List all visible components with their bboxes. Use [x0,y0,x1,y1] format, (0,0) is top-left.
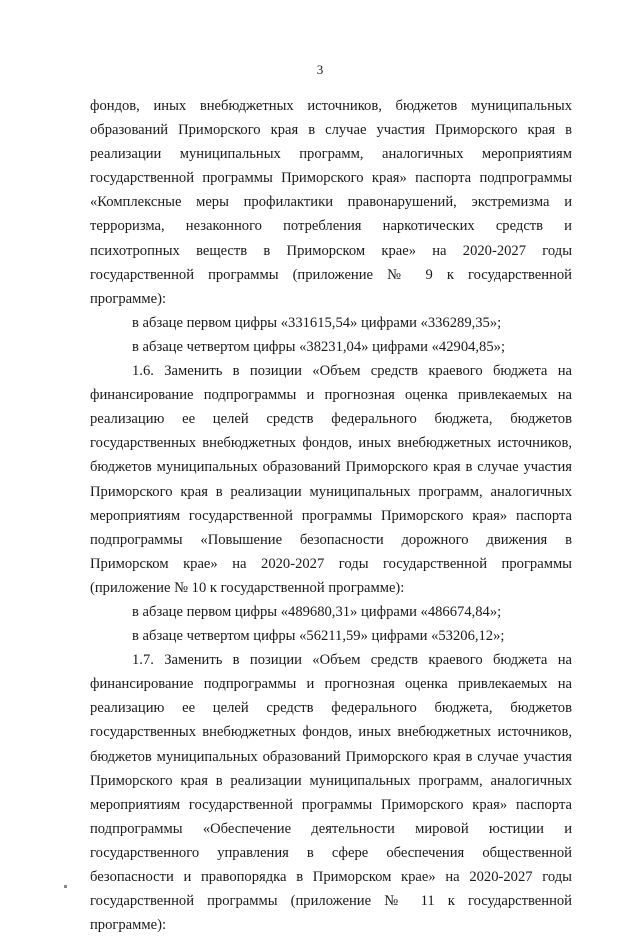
document-body [90,94,572,937]
paragraph-amendment-first-abzac: в абзаце первом цифры «331615,54» цифрами «336289,35»; [132,314,502,331]
paragraph-amendment-fourth-abzac: в абзаце четвертом цифры «38231,04» цифрами «42904,85»; [132,338,506,355]
scan-dot-mark [64,885,67,888]
paragraph-amendment-fourth-abzac-2: в абзаце четвертом цифры «56211,59» цифрами «53206,12»; [132,628,505,645]
paragraph-item-1-6: 1.6. Заменить в позиции «Объем средств краевого бюджета на финансирование подпрограммы и прогнозная оценка привлекаемых на реализацию ее целей средств федерального бюджета, бюджетов государственных внебюджетных фондов, иных внебюджетных источников, бюджетов муниципальных образований Приморского края в случае участия Приморского края в реализации муниципальных программ, аналогичных мероприятиям государственной программы Приморского края» паспорта подпрограммы «Повышение безопасности дорожного движения в Приморском крае» на 2020-2027 годы государственной программы (приложение № 10 к государственной программе): [90,363,572,596]
paragraph-item-1-7: 1.7. Заменить в позиции «Объем средств краевого бюджета на финансирование подпрограммы и прогнозная оценка привлекаемых на реализацию ее целей средств федерального бюджета, бюджетов государственных внебюджетных фондов, иных внебюджетных источников, бюджетов муниципальных образований Приморского края в случае участия Приморского края в реализации муниципальных программ, аналогичных мероприятиям государственной программы Приморского края» паспорта подпрограммы «Обеспечение деятельности мировой юстиции и государственного управления в сфере обеспечения общественной безопасности и правопорядка в Приморском крае» на 2020-2027 годы государственной программы (приложение № 11 к государственной программе): [90,652,572,934]
paragraph-continuation: фондов, иных внебюджетных источников, бюджетов муниципальных образований Приморского края в случае участия Приморского края в реализации муниципальных программ, аналогичных мероприятиям государственной программы Приморского края» паспорта подпрограммы «Комплексные меры профилактики правонарушений, экстремизма и терроризма, незаконного потребления наркотических средств и психотропных веществ в Приморском крае» на 2020-2027 годы государственной программы (приложение № 9 к государственной программе): [90,98,572,307]
page-number: 3 [316,62,324,77]
paragraph-amendment-first-abzac-2: в абзаце первом цифры «489680,31» цифрами «486674,84»; [132,603,502,620]
